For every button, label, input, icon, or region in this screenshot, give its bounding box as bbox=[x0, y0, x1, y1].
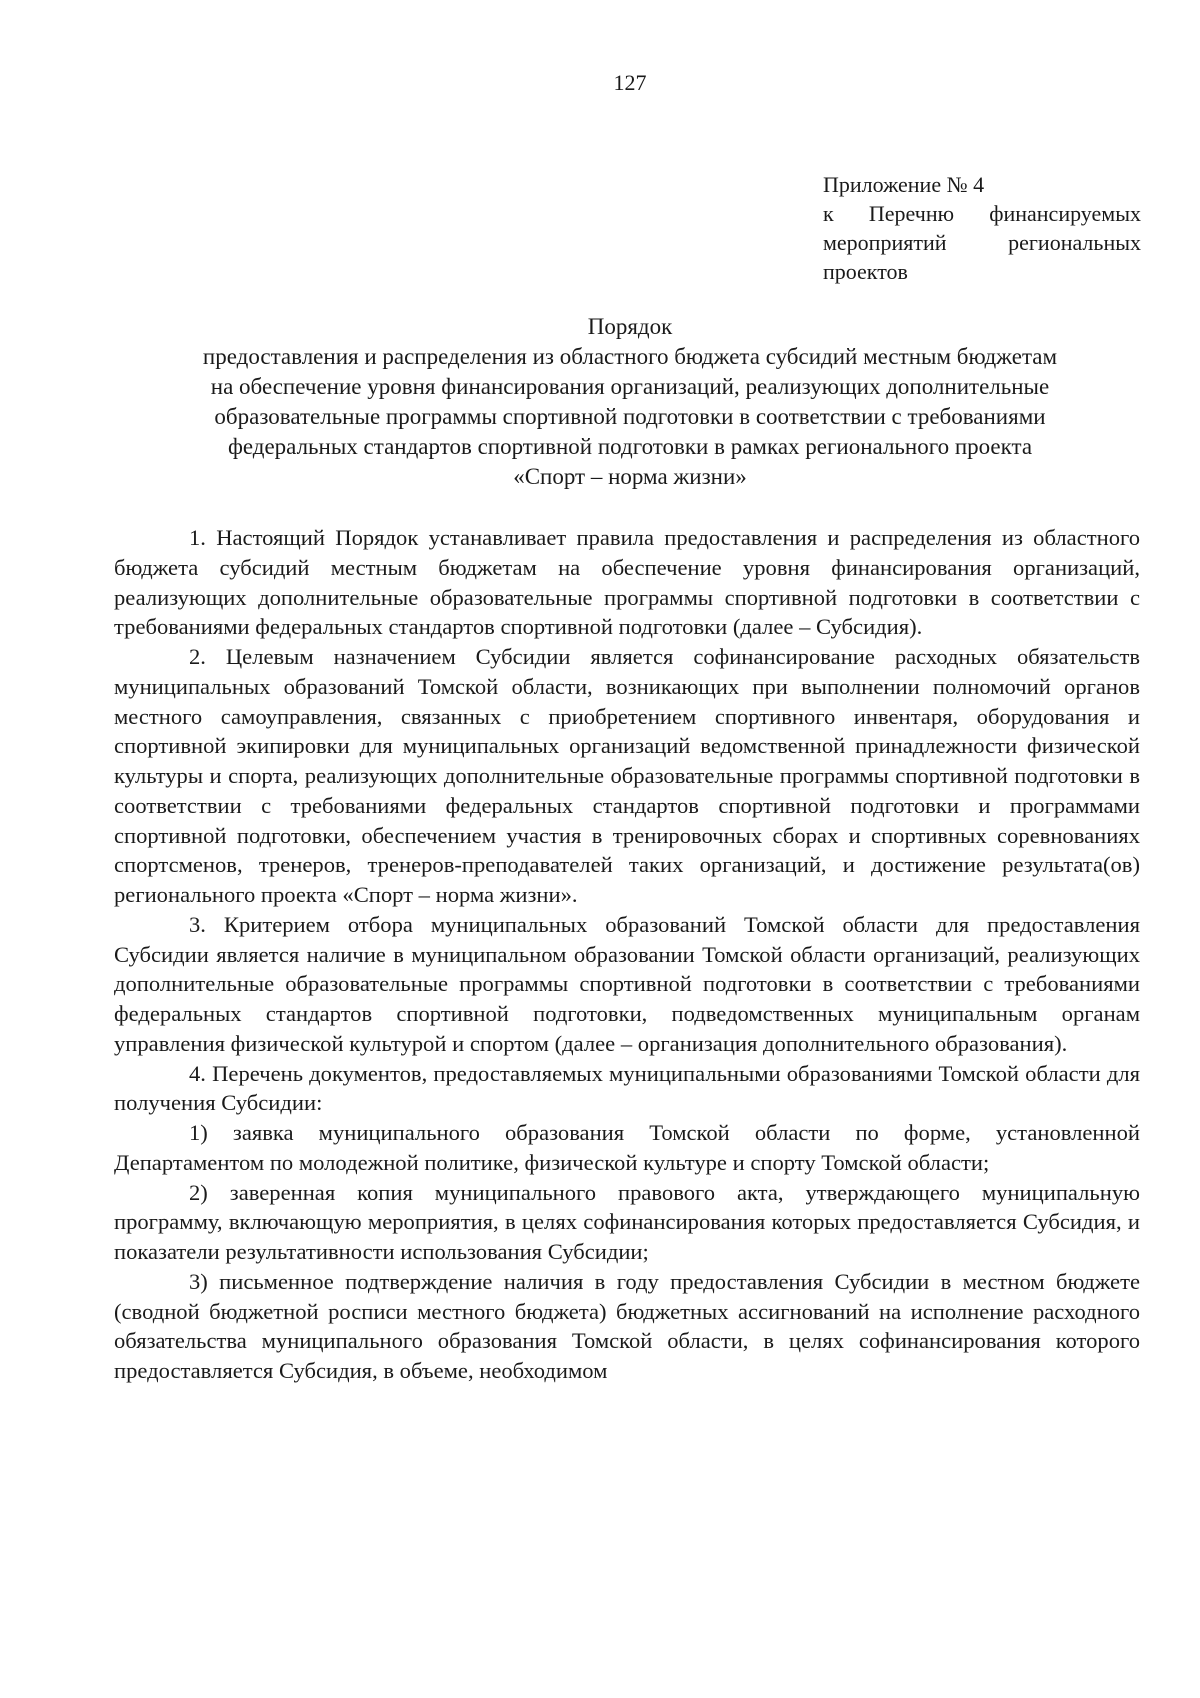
title-line: федеральных стандартов спортивной подготовки в рамках регионального проекта bbox=[227, 434, 1033, 459]
appendix-line: Приложение № 4 bbox=[823, 172, 985, 197]
list-item-3: 3) письменное подтверждение наличия в году предоставления Субсидии в местном бюджете (сводной бюджетной росписи местного бюджета) бюджетных ассигнований на исполнение расходного обязательства муниципального образования Томской области, в целях софинансирования которого предоставляется Субсидия, в объеме, необходимом bbox=[114, 1268, 1140, 1383]
document-body bbox=[114, 523, 1140, 1386]
title-line: на обеспечение уровня финансирования организаций, реализующих дополнительные bbox=[210, 374, 1050, 399]
title-line: «Спорт – норма жизни» bbox=[513, 464, 747, 489]
paragraph-1: 1. Настоящий Порядок устанавливает правила предоставления и распределения из областного бюджета субсидий местным бюджетам на обеспечение уровня финансирования организаций, реализующих дополнительные образовательные программы спортивной подготовки в соответствии с требованиями федеральных стандартов спортивной подготовки (далее – Субсидия). bbox=[114, 525, 1140, 640]
page-number: 127 bbox=[613, 70, 647, 95]
appendix-line: к Перечню финансируемых bbox=[823, 201, 1141, 226]
paragraph-3: 3. Критерием отбора муниципальных образований Томской области для предоставления Субсидии является наличие в муниципальном образовании Томской области организаций, реализующих дополнительные образовательные программы спортивной подготовки в соответствии с требованиями федеральных стандартов спортивной подготовки, подведомственных муниципальным органам управления физической культурой и спортом (далее – организация дополнительного образования). bbox=[114, 911, 1140, 1056]
title-line: предоставления и распределения из областного бюджета субсидий местным бюджетам bbox=[202, 344, 1058, 369]
paragraph-2: 2. Целевым назначением Субсидии является софинансирование расходных обязательств муниципальных образований Томской области, возникающих при выполнении полномочий органов местного самоуправления, связанных с приобретением спортивного инвентаря, оборудования и спортивной экипировки для муниципальных организаций ведомственной принадлежности физической культуры и спорта, реализующих дополнительные образовательные программы спортивной подготовки в соответствии с требованиями федеральных стандартов спортивной подготовки и программами спортивной подготовки, обеспечением участия в тренировочных сборах и спортивных соревнованиях спортсменов, тренеров, тренеров-преподавателей таких организаций, и достижение результата(ов) регионального проекта «Спорт – норма жизни». bbox=[114, 644, 1140, 907]
document-title bbox=[110, 312, 1150, 492]
appendix-line: проектов bbox=[823, 259, 908, 284]
paragraph-4: 4. Перечень документов, предоставляемых муниципальными образованиями Томской области для получения Субсидии: bbox=[114, 1060, 1140, 1116]
title-heading: Порядок bbox=[587, 314, 673, 339]
appendix-line: мероприятий региональных bbox=[823, 230, 1141, 255]
title-line: образовательные программы спортивной подготовки в соответствии с требованиями bbox=[214, 404, 1046, 429]
list-item-1: 1) заявка муниципального образования Томской области по форме, установленной Департаментом по молодежной политике, физической культуре и спорту Томской области; bbox=[114, 1120, 1140, 1175]
appendix-header bbox=[823, 170, 1141, 286]
list-item-2: 2) заверенная копия муниципального правового акта, утверждающего муниципальную программу, включающую мероприятия, в целях софинансирования которых предоставляется Субсидия, и показатели результативности использования Субсидии; bbox=[114, 1179, 1140, 1264]
